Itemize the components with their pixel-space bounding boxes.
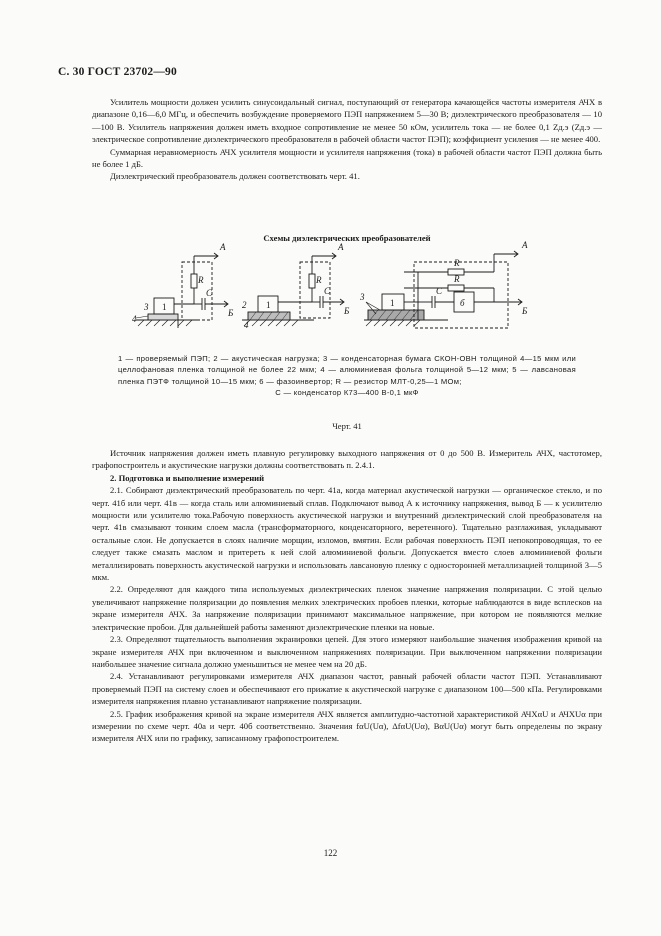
label-b-3: Б bbox=[522, 306, 528, 316]
legend-line-1: 1 — проверяемый ПЭП; 2 — акустическая нагрузка; 3 — конденсаторная бумага СКОН-ОВН толщиной 4—15 мкм или целлофановая пленка толщиной не более 22 мкм; 4 — алюминиевая фольга толщиной 5—12 мкм; 5 — лавсановая пленка ПЭТФ толщиной 10—15 мкм; 6 — фазоинвертор; R — резистор МЛТ-0,25—1 МОм; bbox=[118, 354, 576, 386]
label-c-1: С bbox=[206, 288, 213, 298]
label-c-2: С bbox=[324, 286, 331, 296]
legend-line-2: С — конденсатор К73—400 В-0,1 мкФ bbox=[275, 388, 419, 398]
label-2-b: 2 bbox=[242, 300, 247, 310]
diagram-c bbox=[359, 240, 528, 328]
section-heading: 2. Подготовка и выполнение измерений bbox=[110, 472, 265, 483]
body-para-2-4: 2.4. Устанавливают регулировками измерителя АЧХ диапазон частот, равный рабочей области частот ПЭП. Устанавливают проверяемый ПЭП на систему слоев и обеспечивают его прижатие к акустической нагрузке с диапазоном 100—500 кПа. Регулировками измерителя напряжения плавно устанавливают напряжение поляризации. bbox=[92, 671, 602, 707]
body-text bbox=[92, 447, 602, 745]
body-para-2-2: 2.2. Определяют для каждого типа используемых диэлектрических пленок значение напряжения поляризации. С этой целью увеличивают напряжение поляризации до появления мелких электрических пробоев пленки, которые наблюдаются в виде всплесков на экране измерителя АЧХ. За напряжение поляризации принимают максимальное напряжение, при котором не появляются мелкие электрические пробои. Для дальнейшей работы заменяют диэлектрические пленки на новые. bbox=[92, 584, 602, 632]
label-block-1-a: 1 bbox=[162, 302, 167, 312]
label-a-2: А bbox=[338, 242, 344, 252]
label-r-2: R bbox=[316, 275, 322, 285]
intro-paragraph-1: Усилитель мощности должен усилить синусоидальный сигнал, поступающий от генератора качающейся частоты измерителя АЧХ в диапазоне 0,16—6,0 МГц, и обеспечить возбуждение проверяемого ПЭП напряжением 5—30 В; диэлектрического преобразователя — 10—100 В. Усилитель напряжения должен иметь входное сопротивление не менее 50 кОм, усилитель тока — не более 0,1 Zд.э (Zд.э — электрическое сопротивление диэлектрического преобразователя в рабочей области частот ПЭП); коэффициент усиления — не менее 400. bbox=[92, 97, 602, 145]
label-c-3: С bbox=[436, 286, 443, 296]
label-r-3a: R bbox=[454, 258, 460, 268]
body-para-source: Источник напряжения должен иметь плавную регулировку выходного напряжения от 0 до 500 В. Измеритель АЧХ, частотомер, графопостроитель и акустические нагрузки должны соответствовать п. 2.4.1. bbox=[92, 448, 602, 471]
label-a-1: А bbox=[220, 242, 226, 252]
dielectric-converter-diagrams bbox=[118, 238, 538, 350]
diagram-a bbox=[132, 242, 234, 328]
figure-caption: Черт. 41 bbox=[332, 421, 362, 431]
figure-legend bbox=[118, 353, 576, 399]
label-r-3b: R bbox=[454, 274, 460, 284]
body-para-2-3: 2.3. Определяют тщательность выполнения экранировки цепей. Для этого измеряют наибольшие значения изображения кривой на экране измерителя АЧХ при включенном и выключенном напряжениях поляризации. При выключенном напряжении поляризации наибольшее значение сигнала должно уменьшиться не менее чем на 20 дБ. bbox=[92, 634, 602, 669]
intro-paragraph-3: Диэлектрический преобразователь должен соответствовать черт. 41. bbox=[110, 171, 360, 182]
label-3-a: 3 bbox=[144, 302, 149, 312]
label-b-1: Б bbox=[228, 308, 234, 318]
diagram-b bbox=[242, 242, 350, 330]
intro-text bbox=[92, 96, 602, 183]
label-block-1-b: 1 bbox=[266, 300, 271, 310]
label-4-b: 4 bbox=[244, 320, 249, 330]
body-para-2-1: 2.1. Собирают диэлектрический преобразователь по черт. 41а, когда материал акустической нагрузки — органическое стекло, и по черт. 41б или черт. 41в — когда сталь или алюминиевый сплав. Подключают вывод А к источнику напряжения, вывод Б — к усилителю мощности или усилителю тока.Рабочую поверхность акустической нагрузки и внутренний диэлектрический слой преобразователя на черт. 41в смазывают тонким слоем масла (трансформаторного, конденсаторного, веретенного). Тщательно разглаживая, укладывают остальные слои. Не допускается в слоях наличие морщин, изломов, вмятин. Если рабочая поверхность ПЭП непокопроводящая, то ее следует также смазать маслом и притереть к ней слой алюминиевой фольги. Допускается вместо слоев алюминиевой фольги металлизировать поверхность акустической нагрузки и использовать лавсановую пленку с односторонней металлизацией толщиной 3—5 мкм. bbox=[92, 485, 602, 583]
label-b-2: Б bbox=[344, 306, 350, 316]
figure-title: Схемы диэлектрических преобразователей bbox=[263, 233, 431, 243]
page-number: 122 bbox=[323, 848, 338, 858]
page-header: С. 30 ГОСТ 23702—90 bbox=[58, 66, 177, 78]
body-para-2-5: 2.5. График изображения кривой на экране измерителя АЧХ является амплитудно-частотной характеристикой АЧХαU и АЧХUα при измерении по схеме черт. 40а и черт. 40б соответственно. Значения fαU(Uα), ΔfαU(Uα), BαU(Uα) могут быть определены по экрану измерителя АЧХ или по графику, записанному графопостроителем. bbox=[92, 708, 602, 744]
label-r-1: R bbox=[198, 275, 204, 285]
label-block-6: б bbox=[460, 298, 465, 308]
label-block-1-c: 1 bbox=[390, 298, 395, 308]
label-3-c: 3 bbox=[360, 292, 365, 302]
label-4-a: 4 bbox=[132, 314, 137, 324]
intro-paragraph-2: Суммарная неравномерность АЧХ усилителя мощности и усилителя напряжения (тока) в рабочей области частот ПЭП должна быть не более 1 дБ. bbox=[92, 146, 602, 170]
label-a-3: А bbox=[522, 240, 528, 250]
